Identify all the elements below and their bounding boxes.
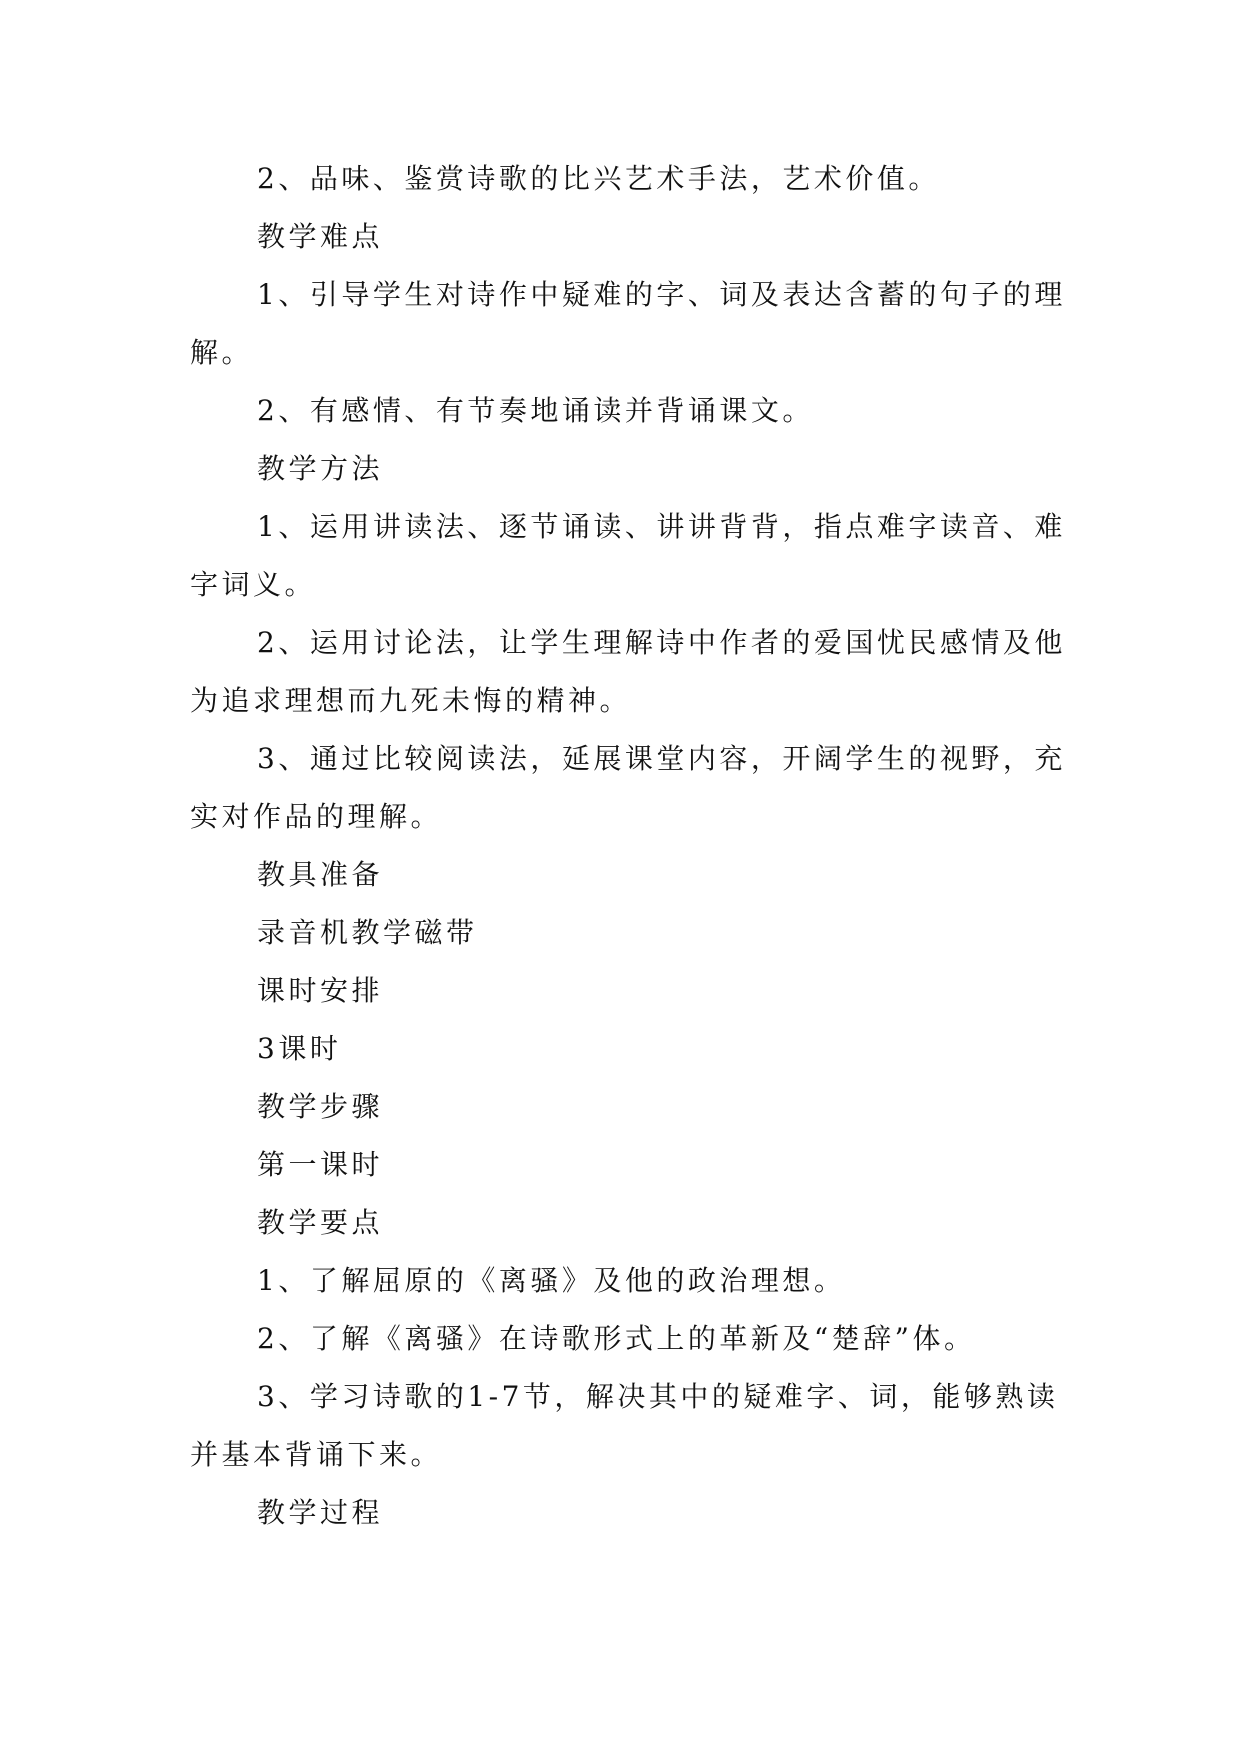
paragraph: 1、了解屈原的《离骚》及他的政治理想。 <box>257 1264 846 1297</box>
section-heading: 教具准备 <box>257 858 384 891</box>
document-body <box>190 150 1070 1542</box>
paragraph: 2、了解《离骚》在诗歌形式上的革新及“楚辞”体。 <box>257 1322 976 1355</box>
paragraph: 2、运用讨论法，让学生理解诗中作者的爱国忧民感情及他为追求理想而九死未悔的精神。 <box>190 626 1066 717</box>
paragraph: 3、通过比较阅读法，延展课堂内容，开阔学生的视野，充实对作品的理解。 <box>190 742 1066 833</box>
section-heading: 教学过程 <box>257 1496 384 1529</box>
paragraph: 3、学习诗歌的1-7节，解决其中的疑难字、词，能够熟读并基本背诵下来。 <box>190 1380 1059 1471</box>
section-heading: 教学要点 <box>257 1206 384 1239</box>
paragraph: 1、引导学生对诗作中疑难的字、词及表达含蓄的句子的理解。 <box>190 278 1066 369</box>
section-heading: 课时安排 <box>257 974 384 1007</box>
section-heading: 教学方法 <box>257 452 384 485</box>
paragraph: 录音机教学磁带 <box>257 916 478 949</box>
section-heading: 第一课时 <box>257 1148 384 1181</box>
section-heading: 教学难点 <box>257 220 384 253</box>
paragraph: 2、有感情、有节奏地诵读并背诵课文。 <box>257 394 814 427</box>
paragraph: 2、品味、鉴赏诗歌的比兴艺术手法，艺术价值。 <box>257 162 940 195</box>
paragraph: 1、运用讲读法、逐节诵读、讲讲背背，指点难字读音、难字词义。 <box>190 510 1066 601</box>
paragraph: 3课时 <box>257 1032 342 1065</box>
section-heading: 教学步骤 <box>257 1090 384 1123</box>
